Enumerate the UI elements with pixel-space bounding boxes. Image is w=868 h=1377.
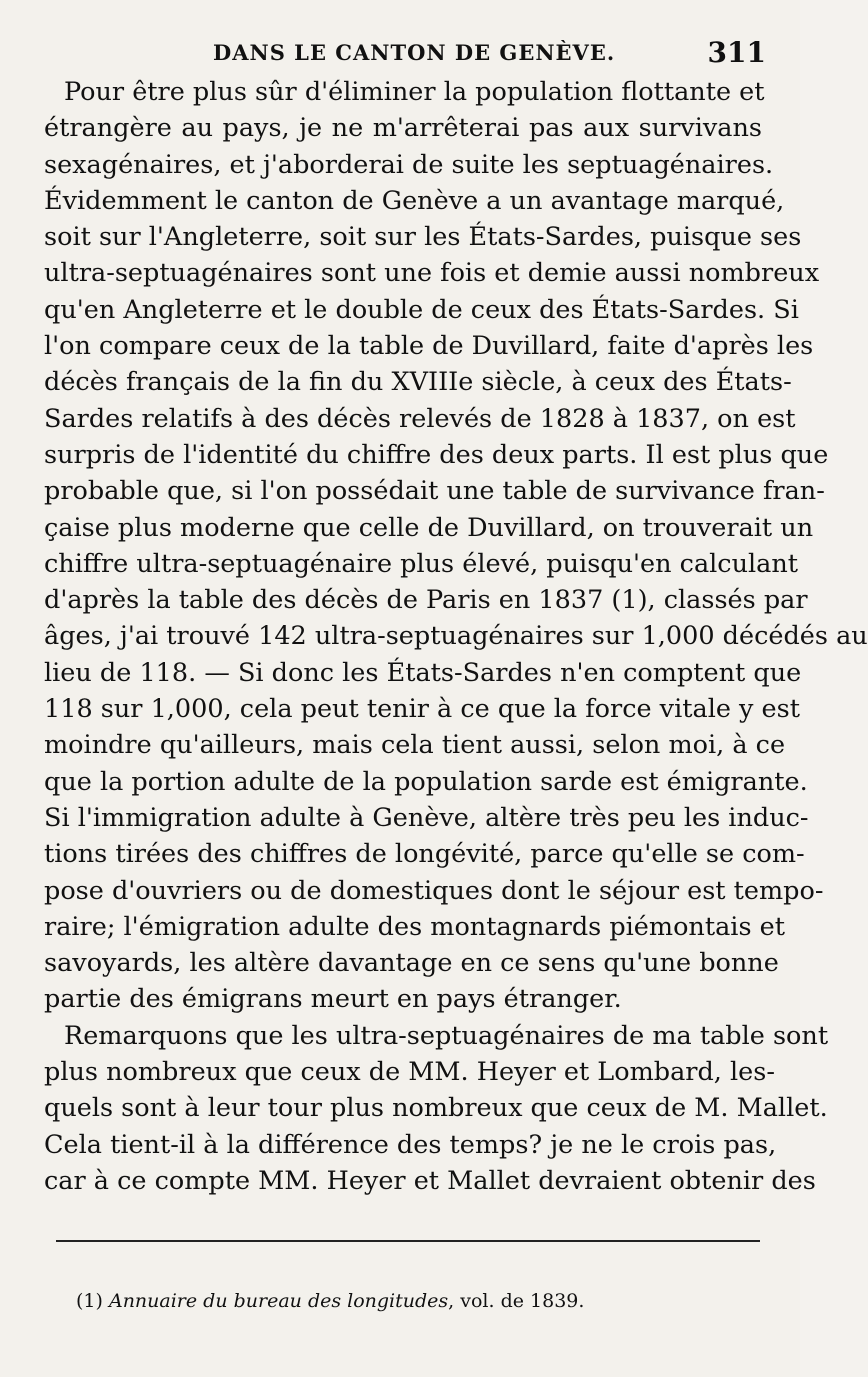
text-line: chiffre ultra-septuagénaire plus élevé, puisqu'en calculant <box>44 548 799 579</box>
body-text <box>44 74 868 1199</box>
running-head <box>48 34 766 74</box>
footnote-source: Annuaire du bureau des longitudes <box>108 1290 449 1312</box>
text-line: qu'en Angleterre et le double de ceux des États-Sardes. Si <box>44 294 799 325</box>
text-line: sexagénaires, et j'aborderai de suite les septuagénaires. <box>44 149 774 180</box>
text-line: d'après la table des décès de Paris en 1837 (1), classés par <box>44 585 808 616</box>
text-line: que la portion adulte de la population sarde est émigrante. <box>44 766 808 797</box>
text-line: ultra-septuagénaires sont une fois et demie aussi nombreux <box>44 258 820 289</box>
running-title: DANS LE CANTON DE GENÈVE. <box>213 40 616 65</box>
text-line: Pour être plus sûr d'éliminer la population flottante et <box>64 77 765 107</box>
text-line: soit sur l'Angleterre, soit sur les États-Sardes, puisque ses <box>44 222 802 253</box>
page-number: 311 <box>707 36 766 69</box>
text-line: pose d'ouvriers ou de domestiques dont le séjour est tempo- <box>44 875 824 906</box>
text-line: moindre qu'ailleurs, mais cela tient aussi, selon moi, à ce <box>44 730 786 761</box>
text-line: car à ce compte MM. Heyer et Mallet devraient obtenir des <box>44 1165 816 1196</box>
text-line: tions tirées des chiffres de longévité, parce qu'elle se com- <box>44 839 805 870</box>
text-line: Sardes relatifs à des décès relevés de 1828 à 1837, on est <box>44 403 796 434</box>
text-line: probable que, si l'on possédait une table de survivance fran- <box>44 476 825 507</box>
text-line: étrangère au pays, je ne m'arrêterai pas aux survivans <box>44 113 762 144</box>
footnote-marker: (1) <box>76 1290 103 1312</box>
text-line: lieu de 118. — Si donc les États-Sardes n'en comptent que <box>44 657 802 688</box>
text-line: raire; l'émigration adulte des montagnards piémontais et <box>44 911 785 942</box>
text-line: Évidemment le canton de Genève a un avantage marqué, <box>44 185 785 216</box>
text-line: partie des émigrans meurt en pays étranger. <box>44 984 622 1015</box>
text-line: l'on compare ceux de la table de Duvillard, faite d'après les <box>44 331 814 362</box>
text-line: décès français de la fin du XVIIIe siècle, à ceux des États- <box>44 367 792 398</box>
text-line: surpris de l'identité du chiffre des deux parts. Il est plus que <box>44 439 829 470</box>
text-line: çaise plus moderne que celle de Duvillard, on trouverait un <box>44 512 814 543</box>
text-line: plus nombreux que ceux de MM. Heyer et Lombard, les- <box>44 1057 775 1088</box>
text-line: 118 sur 1,000, cela peut tenir à ce que la force vitale y est <box>44 694 800 725</box>
text-line: Si l'immigration adulte à Genève, altère très peu les induc- <box>44 802 809 833</box>
text-line: âges, j'ai trouvé 142 ultra-septuagénaires sur 1,000 décédés au <box>44 621 868 652</box>
text-line: savoyards, les altère davantage en ce sens qu'une bonne <box>44 948 779 979</box>
text-line: Remarquons que les ultra-septuagénaires de ma table sont <box>64 1020 829 1051</box>
footnote-rest: , vol. de 1839. <box>448 1290 585 1312</box>
footnote-rule <box>56 1240 760 1242</box>
text-line: Cela tient-il à la différence des temps? je ne le crois pas, <box>44 1129 777 1160</box>
text-line: quels sont à leur tour plus nombreux que ceux de M. Mallet. <box>44 1093 828 1124</box>
footnote <box>76 1288 756 1314</box>
